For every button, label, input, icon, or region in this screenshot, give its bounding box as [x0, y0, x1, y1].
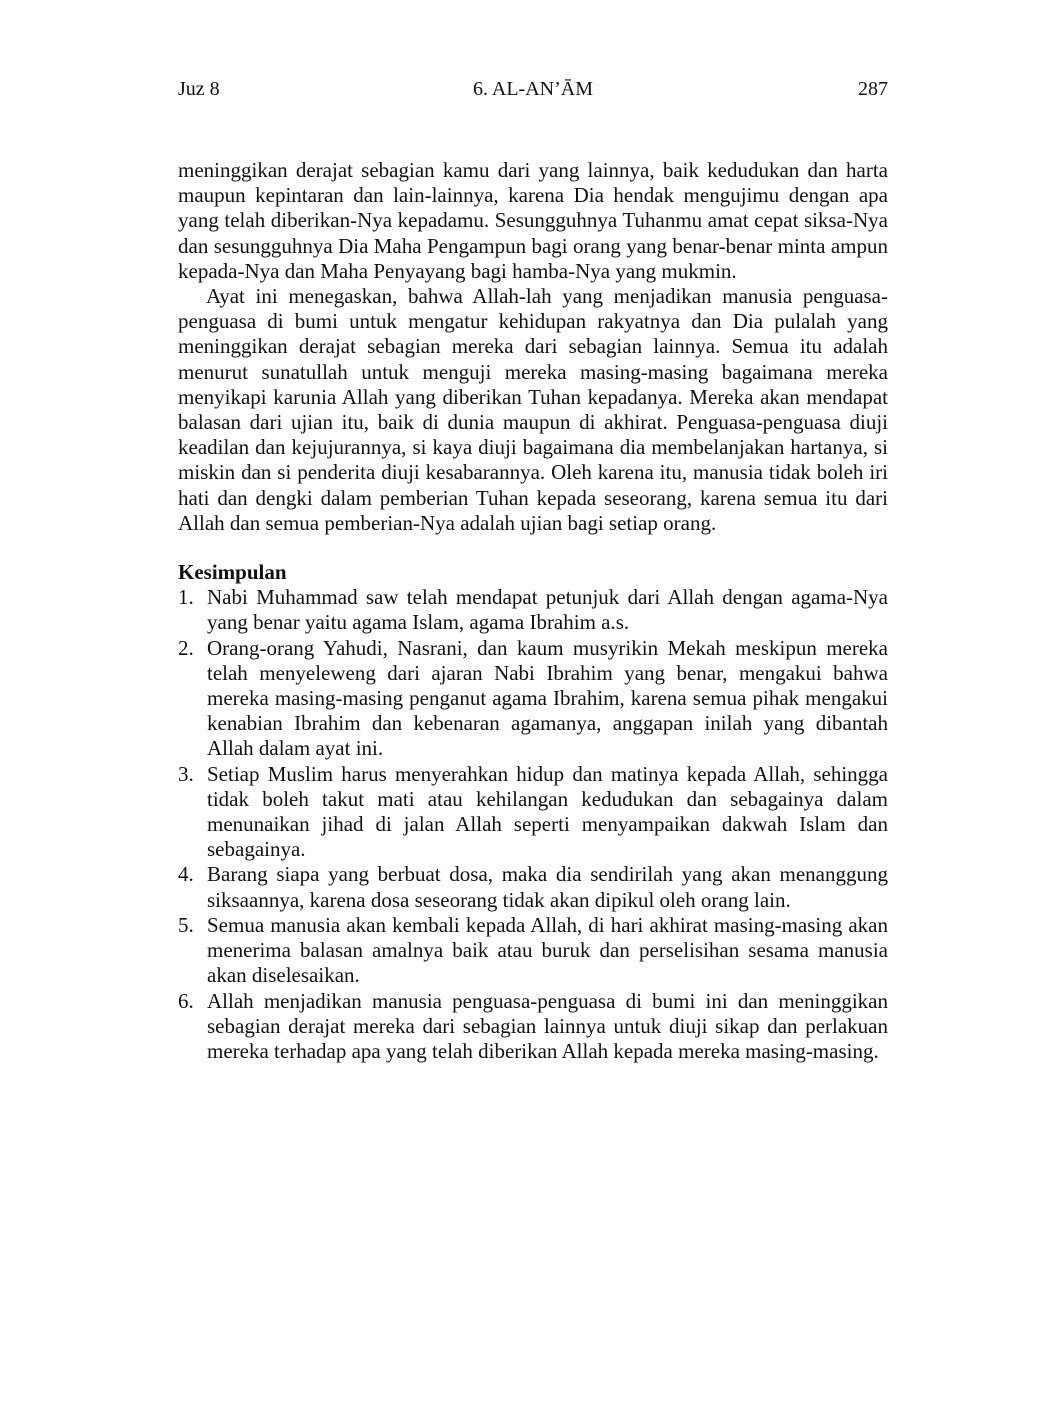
list-item-number: 2. — [178, 635, 194, 660]
list-item-text: Semua manusia akan kembali kepada Allah, di hari akhirat masing-masing akan menerima balasan amalnya baik atau buruk dan perselisihan sesama manusia akan diselesaikan. — [207, 912, 888, 988]
list-item — [178, 636, 888, 762]
list-item — [178, 762, 888, 863]
page-header — [178, 74, 888, 104]
juz-label: Juz 8 — [178, 78, 220, 100]
paragraph-continued: meninggikan derajat sebagian kamu dari yang lainnya, baik kedudukan dan harta maupun kepintaran dan lain-lainnya, karena Dia hendak mengujimu dengan apa yang telah diberikan-Nya kepadamu. Sesungguhnya Tuhanmu amat cepat siksa-Nya dan sesungguhnya Dia Maha Pengampun bagi orang yang benar-benar minta ampun kepada-Nya dan Maha Penyayang bagi hamba-Nya yang mukmin. — [178, 158, 888, 283]
list-item-text: Allah menjadikan manusia penguasa-penguasa di bumi ini dan meninggikan sebagian derajat mereka dari sebagian lainnya untuk diuji sikap dan perlakuan mereka terhadap apa yang telah diberikan Allah kepada mereka masing-masing. — [207, 988, 888, 1063]
list-item — [178, 862, 888, 912]
list-item-number: 1. — [178, 585, 194, 610]
list-item-number: 4. — [178, 862, 194, 887]
page-content — [178, 158, 888, 1064]
list-item-number: 3. — [178, 761, 194, 786]
section-heading-kesimpulan: Kesimpulan — [178, 560, 287, 585]
conclusion-list — [178, 585, 888, 1064]
list-item — [178, 913, 888, 989]
page-number: 287 — [858, 78, 888, 100]
list-item-text: Setiap Muslim harus menyerahkan hidup dan matinya kepada Allah, sehingga tidak boleh takut mati atau kehilangan kedudukan dan sebagainya dalam menunaikan jihad di jalan Allah seperti menyampaikan dakwah Islam dan sebagainya. — [207, 761, 888, 862]
list-item-text: Nabi Muhammad saw telah mendapat petunjuk dari Allah dengan agama-Nya yang benar yaitu agama Islam, agama Ibrahim a.s. — [207, 585, 888, 635]
list-item-number: 6. — [178, 988, 194, 1013]
list-item-text: Orang-orang Yahudi, Nasrani, dan kaum musyrikin Mekah meskipun mereka telah menyeleweng dari ajaran Nabi Ibrahim yang benar, mengakui bahwa mereka masing-masing penganut agama Ibrahim, karena semua pihak mengakui kenabian Ibrahim dan kebenaran agamanya, anggapan inilah yang dibantah Allah dalam ayat ini. — [207, 635, 888, 761]
list-item-number: 5. — [178, 912, 194, 937]
list-item — [178, 989, 888, 1065]
list-item — [178, 585, 888, 635]
chapter-title: 6. AL-AN’ĀM — [473, 78, 593, 100]
list-item-text: Barang siapa yang berbuat dosa, maka dia sendirilah yang akan menanggung siksaannya, karena dosa seseorang tidak akan dipikul oleh orang lain. — [207, 862, 888, 912]
paragraph-explanation: Ayat ini menegaskan, bahwa Allah-lah yang menjadikan manusia penguasa-penguasa di bumi untuk mengatur kehidupan rakyatnya dan Dia pulalah yang meninggikan derajat sebagian mereka dari sebagian lainnya. Semua itu adalah menurut sunatullah untuk menguji mereka masing-masing bagaimana mereka menyikapi karunia Allah yang diberikan Tuhan kepadanya. Mereka akan mendapat balasan dari ujian itu, baik di dunia maupun di akhirat. Penguasa-penguasa diuji keadilan dan kejujurannya, si kaya diuji bagaimana dia membelanjakan hartanya, si miskin dan si penderita diuji kesabarannya. Oleh karena itu, manusia tidak boleh iri hati dan dengki dalam pemberian Tuhan kepada seseorang, karena semua itu dari Allah dan semua pemberian-Nya adalah ujian bagi setiap orang. — [178, 284, 888, 535]
